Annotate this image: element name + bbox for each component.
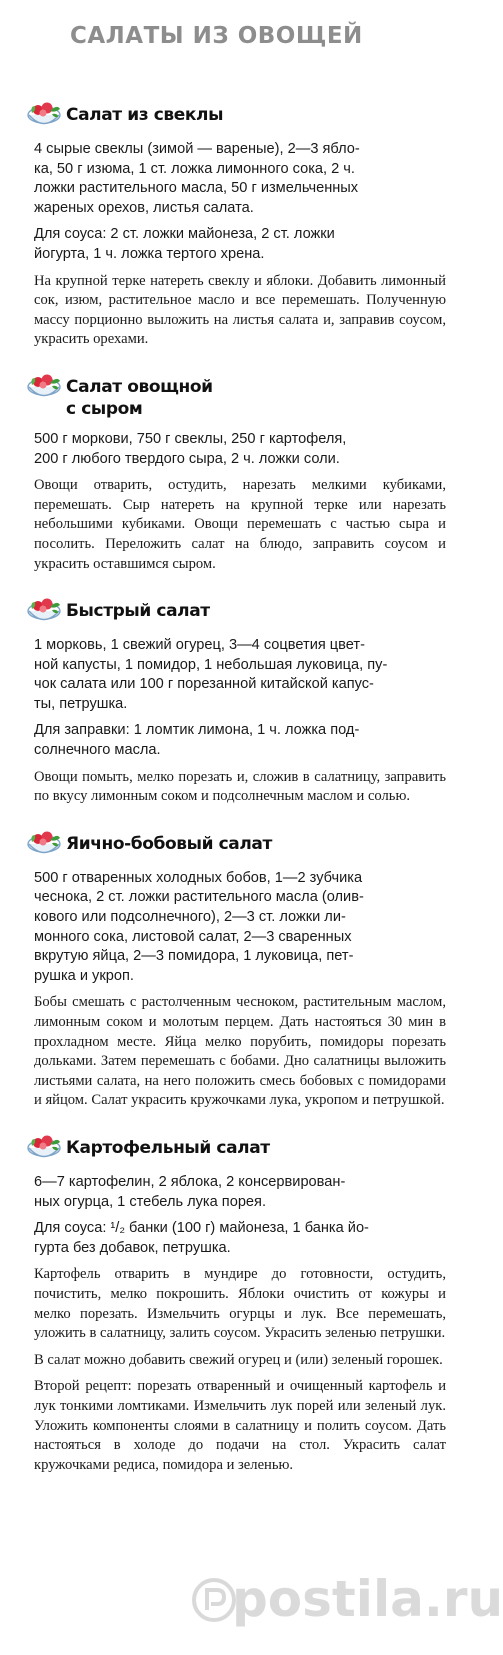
ingredient-line: ной капусты, 1 помидор, 1 небольшая луковица, пу- [34, 656, 388, 673]
ingredient-line: вкрутую яйца, 2—3 помидора, 1 луковица, пет- [34, 948, 354, 965]
ingredient-line: рушка и укроп. [34, 967, 134, 984]
ingredient-line: чеснока, 2 ст. ложки растительного масла (олив- [34, 889, 364, 906]
recipe [34, 1131, 446, 1475]
method-paragraph: Овощи помыть, мелко порезать и, сложив в салатницу, заправить по вкусу лимонным соком и подсолнечным маслом и солью. [34, 768, 446, 805]
ingredient-line: 6—7 картофелин, 2 яблока, 2 консервирован- [34, 1173, 346, 1190]
ingredient-line: чок салата или 100 г порезанной китайской капус- [34, 676, 374, 693]
ingredient-line: монного сока, листовой салат, 2—3 сваренных [34, 928, 352, 945]
method-paragraph: Второй рецепт: порезать отваренный и очищенный картофель и лук тонкими ломтиками. Измельчить лук порей или зеленый лук. Уложить компоненты слоями в салатницу и полить соусом. Дать настояться в холоде до подачи на стол. Украсить салат кружочками редиса, помидора и зеленью. [34, 1378, 446, 1473]
ingredients [34, 636, 446, 714]
recipe-title: Яично-бобовый салат [66, 833, 272, 854]
sauce [34, 1219, 446, 1258]
recipe-title: Картофельный салат [66, 1137, 270, 1158]
recipe-header [24, 827, 446, 859]
salad-bowl-icon [24, 370, 64, 402]
sauce-line: гурта без добавок, петрушка. [34, 1239, 231, 1256]
ingredient-line: 500 г моркови, 750 г свеклы, 250 г картофеля, [34, 430, 347, 447]
recipe-title: Салат из свеклы [66, 105, 224, 125]
watermark-logo-icon [192, 1578, 236, 1622]
ingredient-line: 4 сырые свеклы (зимой — вареные), 2—3 ябло- [34, 141, 360, 157]
sauce-line: йогурта, 1 ч. ложка тертого хрена. [34, 245, 265, 262]
method-paragraph: Бобы смешать с растолченным чесноком, растительным маслом, лимонным соком и молотым перцем. Дать настояться 30 мин в прохладном месте. Яйца мелко порубить, помидоры порезать дольками. Затем перемешать с бобами. Дно салатницы выложить листьями салата, на него положить смесь бобовых с помидорами и яйцом. Салат украсить кружочками лука, укропом и петрушкой. [34, 994, 446, 1109]
watermark-text: postila.ru [232, 1570, 503, 1628]
ingredient-line: ложки растительного масла, 50 г измельченных [34, 180, 359, 197]
salad-bowl-icon [24, 594, 64, 626]
method-paragraph: Картофель отварить в мундире до готовности, остудить, почистить, мелко покрошить. Яблоки очистить от кожуры и мелко порезать. Измельчить огурцы и лук. Все перемешать, уложить в салатницу, залить соусом. Украсить зеленью петрушки. [34, 1266, 446, 1342]
recipe-header [24, 370, 446, 420]
sauce-line: Для заправки: 1 ломтик лимона, 1 ч. ложка под- [34, 722, 360, 739]
ingredient-line: 200 г любого твердого сыра, 2 ч. ложки соли. [34, 450, 340, 467]
page-title: САЛАТЫ ИЗ ОВОЩЕЙ [70, 23, 363, 49]
ingredients [34, 869, 446, 987]
ingredient-line: ты, петрушка. [34, 695, 128, 712]
recipe [34, 98, 446, 350]
sauce-line: Для соуса: 2 ст. ложки майонеза, 2 ст. ложки [34, 226, 335, 243]
recipe-list [34, 98, 446, 1475]
salad-bowl-icon [24, 98, 64, 130]
recipe-header [24, 594, 446, 626]
ingredients [34, 1173, 446, 1212]
recipe [34, 594, 446, 807]
ingredients [34, 430, 446, 469]
recipe-title: Салат овощной с сыром [66, 376, 213, 419]
ingredient-line: ка, 50 г изюма, 1 ст. ложка лимонного сока, 2 ч. [34, 160, 355, 177]
ingredient-line: 1 морковь, 1 свежий огурец, 3—4 соцветия цвет- [34, 637, 365, 654]
salad-bowl-icon [24, 827, 64, 859]
sauce-line: солнечного масла. [34, 742, 161, 759]
sauce [34, 721, 446, 760]
ingredient-line: 500 г отваренных холодных бобов, 1—2 зубчика [34, 869, 363, 886]
recipe-title: Быстрый салат [66, 601, 210, 622]
method-paragraph: На крупной терке натереть свеклу и яблоки. Добавить лимонный сок, изюм, растительное масло и все перемешать. Полученную массу порционно выложить на листья салата и, заправив соусом, украсить орехами. [34, 272, 446, 348]
recipe [34, 827, 446, 1111]
salad-bowl-icon [24, 1131, 64, 1163]
method-paragraph: В салат можно добавить свежий огурец и (или) зеленый горошек. [34, 1351, 443, 1368]
recipe-header [24, 1131, 446, 1163]
method-paragraph: Овощи отварить, остудить, нарезать мелкими кубиками, перемешать. Сыр натереть на крупной терке или нарезать небольшими кубиками. Овощи перемешать с частью сыра и посолить. Переложить салат на блюдо, заправить соусом и украсить оставшимся сыром. [34, 477, 446, 572]
ingredient-line: ных огурца, 1 стебель лука порея. [34, 1193, 267, 1210]
ingredient-line: жареных орехов, листья салата. [34, 199, 254, 216]
ingredient-line: кового или подсолнечного), 2—3 ст. ложки ли- [34, 909, 346, 926]
recipe [34, 370, 446, 574]
sauce-line: Для соуса: ¹/₂ банки (100 г) майонеза, 1 банка йо- [34, 1220, 369, 1237]
sauce [34, 225, 446, 264]
recipe-header [24, 98, 446, 130]
ingredients [34, 140, 446, 218]
